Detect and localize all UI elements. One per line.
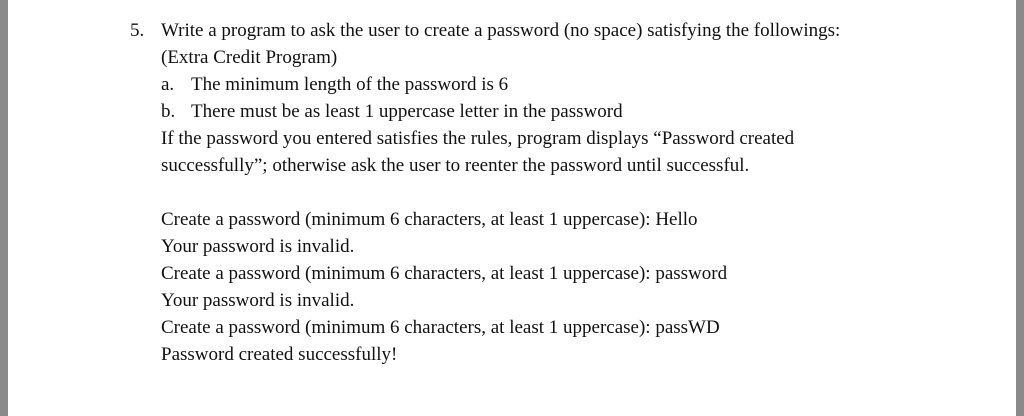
sample-output-line-6: Password created successfully! bbox=[161, 344, 398, 365]
question-prompt-line-2: (Extra Credit Program) bbox=[161, 47, 338, 68]
question-prompt-line-1: Write a program to ask the user to create a password (no space) satisfying the followings: bbox=[161, 20, 841, 41]
question-number: 5. bbox=[130, 20, 145, 41]
sample-output-line-3: Create a password (minimum 6 characters, at least 1 uppercase): password bbox=[161, 263, 728, 284]
sample-output-line-2: Your password is invalid. bbox=[161, 236, 355, 257]
instruction-line-2: successfully”; otherwise ask the user to reenter the password until successful. bbox=[161, 155, 750, 176]
rule-b-label: b. bbox=[161, 101, 176, 122]
sample-output-line-4: Your password is invalid. bbox=[161, 290, 355, 311]
sample-output-line-1: Create a password (minimum 6 characters, at least 1 uppercase): Hello bbox=[161, 209, 698, 230]
rule-a-text: The minimum length of the password is 6 bbox=[191, 74, 509, 95]
sample-output-line-5: Create a password (minimum 6 characters, at least 1 uppercase): passWD bbox=[161, 317, 720, 338]
rule-b-text: There must be as least 1 uppercase letter in the password bbox=[191, 101, 623, 122]
instruction-line-1: If the password you entered satisfies the rules, program displays “Password created bbox=[161, 128, 795, 149]
rule-a-label: a. bbox=[161, 74, 175, 95]
